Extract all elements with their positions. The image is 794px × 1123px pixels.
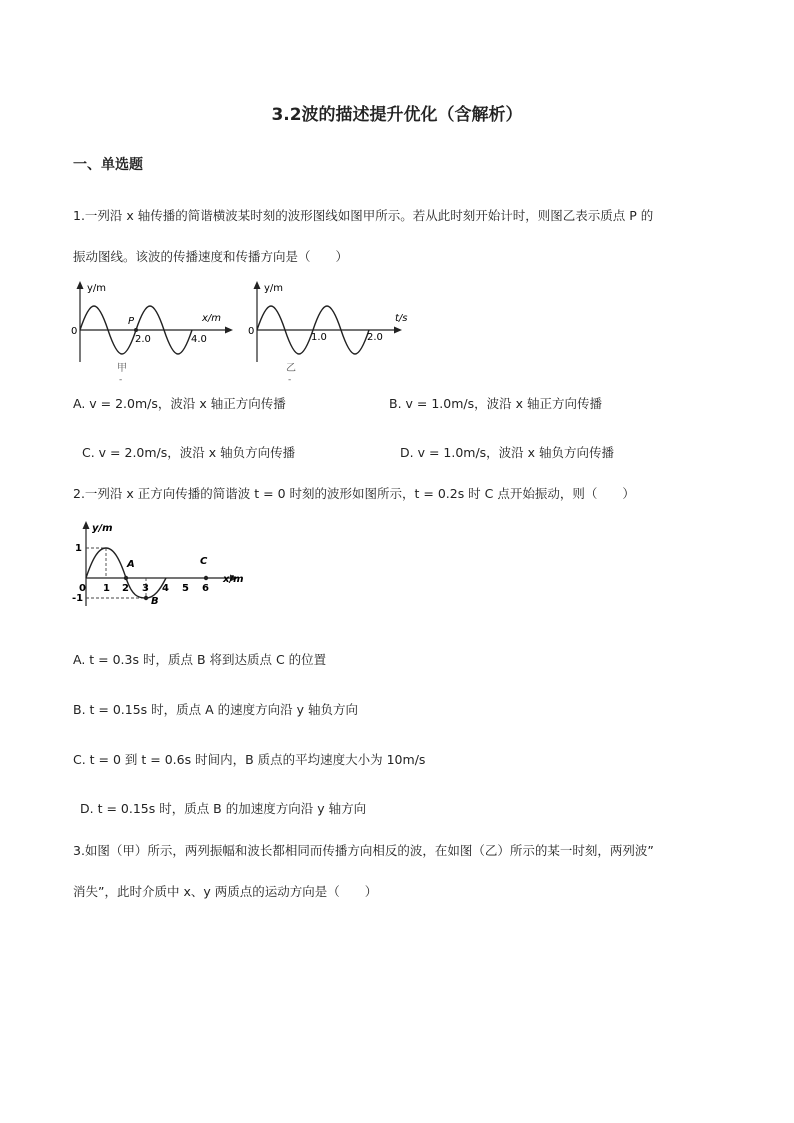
x-tick-0: 0 bbox=[79, 583, 86, 594]
q1-figure-jia bbox=[68, 278, 240, 386]
y-label-pos: 1 bbox=[75, 543, 82, 554]
x-tick-4: 4 bbox=[162, 583, 169, 594]
q1-option-a: A. v = 2.0m/s，波沿 x 轴正方向传播 bbox=[73, 396, 286, 411]
q1-stem-line2: 振动图线。该波的传播速度和传播方向是（ ） bbox=[73, 249, 349, 264]
figure-caption-mark: - bbox=[119, 375, 123, 385]
tick-label-2: 2.0 bbox=[367, 332, 383, 343]
t-axis-arrow bbox=[394, 327, 402, 334]
point-c-label: C bbox=[200, 556, 208, 567]
x-tick-1: 1 bbox=[103, 583, 110, 594]
q2-option-b: B. t = 0.15s 时，质点 A 的速度方向沿 y 轴负方向 bbox=[73, 702, 359, 717]
point-b-label: B bbox=[151, 596, 159, 607]
q1-option-c: C. v = 2.0m/s，波沿 x 轴负方向传播 bbox=[82, 445, 296, 460]
point-c-dot bbox=[204, 576, 208, 580]
q3-stem-line2: 消失”，此时介质中 x、y 两质点的运动方向是（ ） bbox=[73, 884, 378, 899]
figure-caption-mark: - bbox=[288, 375, 292, 385]
t-axis-label: t/s bbox=[395, 313, 408, 324]
page-title: 3.2波的描述提升优化（含解析） bbox=[271, 105, 523, 125]
tick-label-2: 4.0 bbox=[191, 334, 207, 345]
y-axis-label: y/m bbox=[87, 283, 107, 294]
x-axis-arrow bbox=[225, 327, 233, 334]
q2-option-c: C. t = 0 到 t = 0.6s 时间内，B 质点的平均速度大小为 10m/s bbox=[73, 752, 426, 767]
q1-option-b: B. v = 1.0m/s，波沿 x 轴正方向传播 bbox=[389, 396, 602, 411]
point-p-dot bbox=[134, 328, 138, 332]
q2-stem-line1: 2.一列沿 x 正方向传播的简谐波 t = 0 时刻的波形如图所示，t = 0.2s 时 C 点开始振动，则（ ） bbox=[73, 486, 635, 501]
figure-caption: 甲 bbox=[117, 363, 127, 374]
tick-label-1: 1.0 bbox=[311, 332, 327, 343]
y-axis-arrow bbox=[83, 521, 90, 529]
x-tick-6: 6 bbox=[202, 583, 209, 594]
y-axis-label: y/m bbox=[92, 523, 113, 534]
q2-figure bbox=[70, 518, 250, 610]
x-tick-3: 3 bbox=[142, 583, 149, 594]
q3-stem-line1: 3.如图（甲）所示，两列振幅和波长都相同而传播方向相反的波，在如图（乙）所示的某一时刻，两列波” bbox=[73, 843, 654, 858]
origin-label: 0 bbox=[248, 326, 255, 337]
q2-option-d: D. t = 0.15s 时，质点 B 的加速度方向沿 y 轴方向 bbox=[80, 801, 367, 816]
figure-caption: 乙 bbox=[286, 363, 296, 374]
x-axis-label: x/m bbox=[223, 574, 244, 585]
point-a-dot bbox=[124, 576, 128, 580]
tick-label-1: 2.0 bbox=[135, 334, 151, 345]
q1-option-d: D. v = 1.0m/s，波沿 x 轴负方向传播 bbox=[400, 445, 615, 460]
q1-stem-line1: 1.一列沿 x 轴传播的简谐横波某时刻的波形图线如图甲所示。若从此时刻开始计时，则图乙表示质点 P 的 bbox=[73, 208, 654, 223]
x-axis-label: x/m bbox=[202, 313, 222, 324]
x-tick-2: 2 bbox=[122, 583, 129, 594]
section-heading: 一、单选题 bbox=[73, 157, 143, 173]
point-b-dot bbox=[144, 596, 148, 600]
x-tick-5: 5 bbox=[182, 583, 189, 594]
y-label-neg: -1 bbox=[72, 593, 84, 604]
point-p-label: P bbox=[128, 316, 135, 327]
y-axis-label: y/m bbox=[264, 283, 284, 294]
point-a-label: A bbox=[127, 559, 135, 570]
q1-figure-yi bbox=[245, 278, 417, 386]
origin-label: 0 bbox=[71, 326, 78, 337]
y-axis-arrow bbox=[254, 281, 261, 289]
y-axis-arrow bbox=[77, 281, 84, 289]
q2-option-a: A. t = 0.3s 时，质点 B 将到达质点 C 的位置 bbox=[73, 652, 327, 667]
